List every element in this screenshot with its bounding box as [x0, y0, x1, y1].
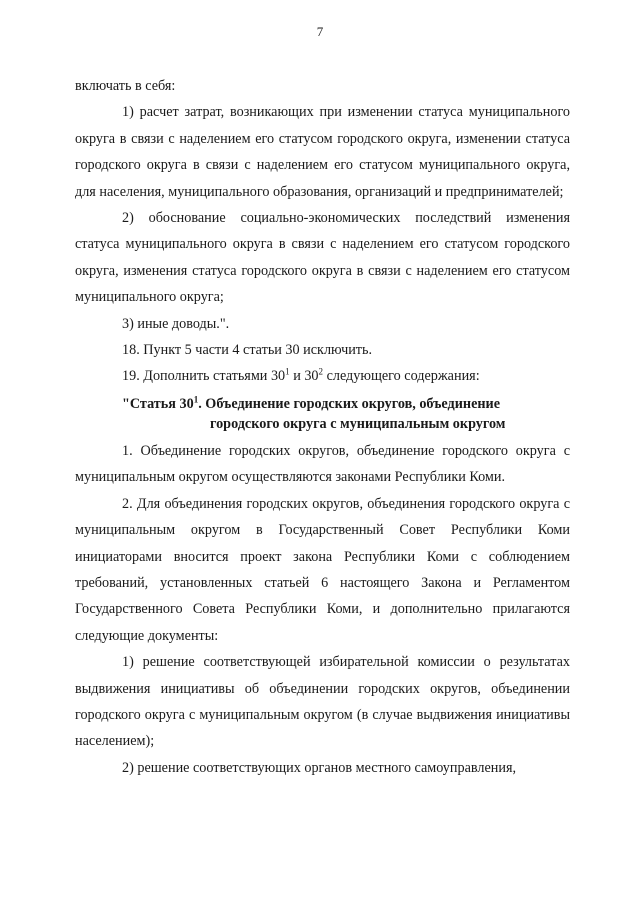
paragraph-item-1: 1) расчет затрат, возникающих при изменении статуса муниципального округа в связи с наделением его статусом городского округа, изменении статуса городского округа в связи с наделением его статусом муниципального округа, для населения, муниципального образования, организаций и предпринимателей; [75, 104, 570, 200]
article-title-rest: . Объединение городских округов, объединение [198, 395, 501, 412]
paragraph-point-19 [75, 363, 570, 389]
point-19-text-a: 19. Дополнить статьями 30 [122, 368, 286, 385]
paragraph-part-1: 1. Объединение городских округов, объединение городского округа с муниципальным округом осуществляются законами Республики Коми. [75, 442, 570, 486]
article-title-line-2: городского округа с муниципальным округом [210, 415, 506, 432]
article-title-superscript: 1 [193, 394, 199, 405]
paragraph-subitem-1: 1) решение соответствующей избирательной комиссии о результатах выдвижения инициативы об объединении городских округов, объединении городского округа с муниципальным округом (в случае выдвижения инициативы населением); [75, 654, 570, 750]
article-title-prefix: "Статья 30 [122, 395, 194, 412]
point-19-text-b: и 30 [289, 368, 319, 385]
page-number: 7 [316, 24, 324, 39]
document-body [75, 73, 570, 781]
paragraph-item-2: 2) обоснование социально-экономических последствий изменения статуса муниципального округа в связи с наделением его статусом городского округа, изменения статуса городского округа в связи с наделением его статусом муниципального округа; [75, 210, 570, 306]
point-19-superscript-2: 2 [318, 366, 324, 377]
point-19-superscript-1: 1 [285, 366, 290, 377]
article-title-line-1 [75, 394, 570, 414]
point-19-text-c: следующего содержания: [323, 368, 480, 385]
paragraph-item-3: 3) иные доводы.". [122, 315, 230, 332]
article-title [75, 394, 570, 434]
paragraph-point-18: 18. Пункт 5 части 4 статьи 30 исключить. [122, 342, 373, 359]
paragraph-intro: включать в себя: [75, 78, 176, 94]
paragraph-subitem-2: 2) решение соответствующих органов местного самоуправления, [122, 759, 517, 776]
paragraph-part-2: 2. Для объединения городских округов, объединения городского округа с муниципальным округом в Государственный Совет Республики Коми инициаторами вносится проект закона Республики Коми с соблюдением требований, установленных статьей 6 настоящего Закона и Регламентом Государственного Совета Республики Коми, и дополнительно прилагаются следующие документы: [75, 495, 570, 644]
